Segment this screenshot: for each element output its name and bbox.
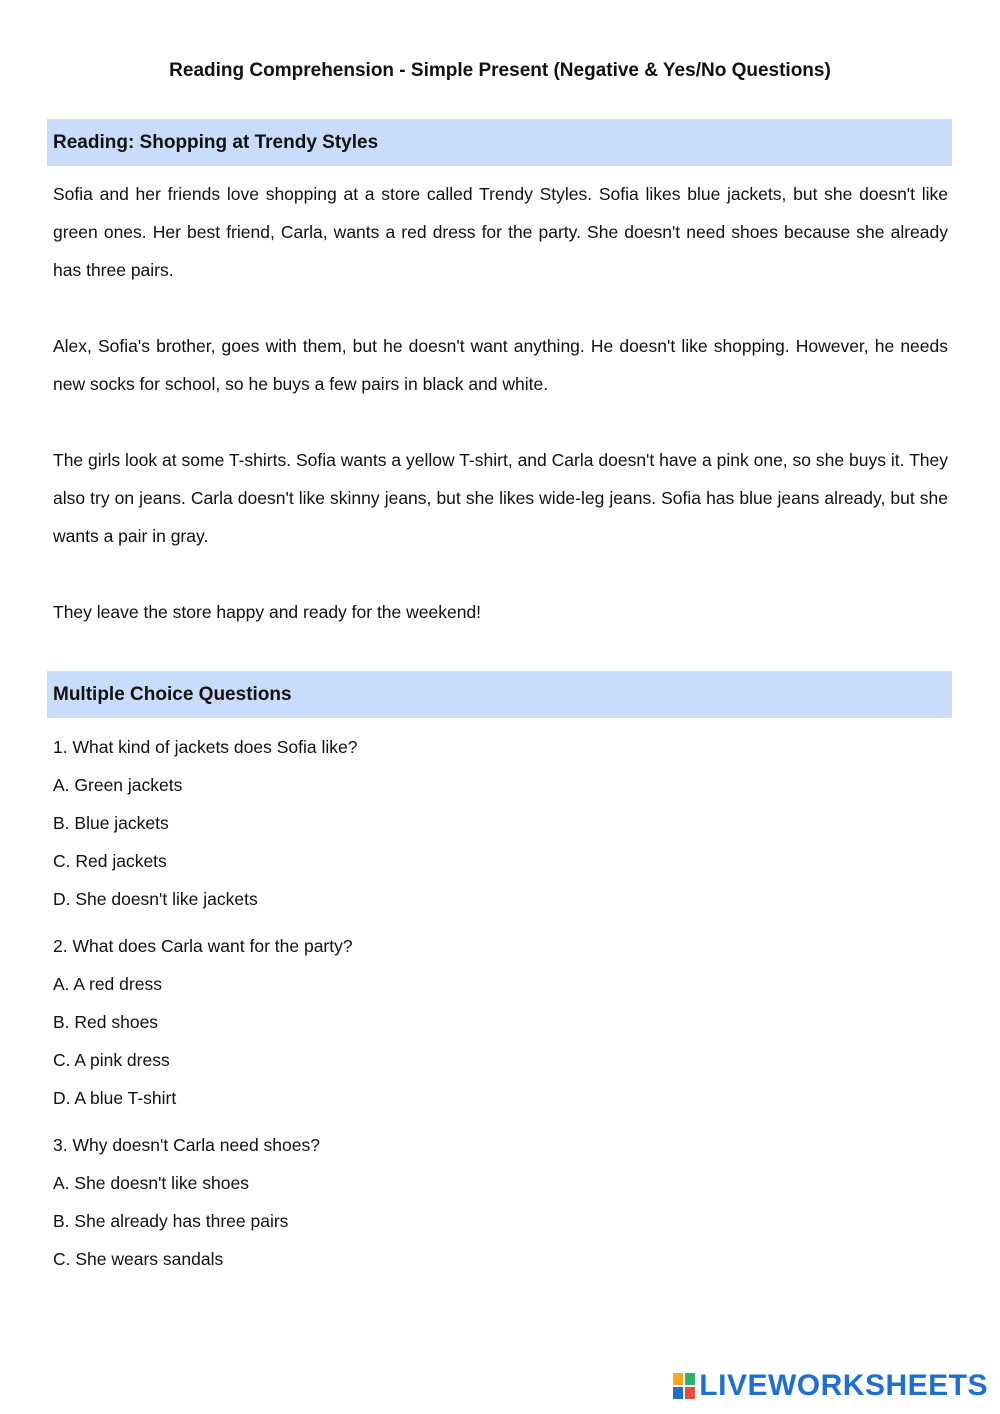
answer-option-a[interactable]: A. A red dress bbox=[53, 974, 162, 994]
liveworksheets-logo[interactable] bbox=[673, 1366, 988, 1406]
question-1 bbox=[53, 728, 948, 918]
answer-option-d[interactable]: D. A blue T-shirt bbox=[53, 1088, 177, 1108]
question-3 bbox=[53, 1126, 948, 1278]
page-title: Reading Comprehension - Simple Present (Negative & Yes/No Questions) bbox=[169, 60, 831, 81]
question-text: 3. Why doesn't Carla need shoes? bbox=[53, 1135, 320, 1155]
question-2 bbox=[53, 927, 948, 1117]
answer-option-a[interactable]: A. Green jackets bbox=[53, 775, 183, 795]
question-list bbox=[53, 728, 948, 1287]
answer-option-c[interactable]: C. A pink dress bbox=[53, 1050, 170, 1070]
reading-paragraph: The girls look at some T-shirts. Sofia wants a yellow T-shirt, and Carla doesn't have a pink one, so she buys it. They also try on jeans. Carla doesn't like skinny jeans, but she likes wide-leg jeans. Sofia has blue jeans already, but she wants a pair in gray. bbox=[53, 450, 948, 546]
answer-option-c[interactable]: C. Red jackets bbox=[53, 851, 167, 871]
answer-option-b[interactable]: B. Blue jackets bbox=[53, 813, 169, 833]
question-text: 1. What kind of jackets does Sofia like? bbox=[53, 737, 358, 757]
logo-wordmark: LIVEWORKSHEETS bbox=[699, 1369, 988, 1402]
reading-paragraph: Alex, Sofia's brother, goes with them, but he doesn't want anything. He doesn't like shopping. However, he needs new socks for school, so he buys a few pairs in black and white. bbox=[53, 336, 948, 394]
answer-option-c[interactable]: C. She wears sandals bbox=[53, 1249, 224, 1269]
question-text: 2. What does Carla want for the party? bbox=[53, 936, 353, 956]
liveworksheets-logo-icon bbox=[673, 1373, 695, 1399]
answer-option-b[interactable]: B. She already has three pairs bbox=[53, 1211, 289, 1231]
reading-paragraph: They leave the store happy and ready for the weekend! bbox=[53, 602, 482, 622]
reading-passage bbox=[53, 175, 948, 631]
answer-option-b[interactable]: B. Red shoes bbox=[53, 1012, 159, 1032]
answer-option-d[interactable]: D. She doesn't like jackets bbox=[53, 889, 258, 909]
answer-option-a[interactable]: A. She doesn't like shoes bbox=[53, 1173, 249, 1193]
mcq-section-heading: Multiple Choice Questions bbox=[47, 671, 952, 718]
reading-paragraph: Sofia and her friends love shopping at a store called Trendy Styles. Sofia likes blue jackets, but she doesn't like green ones. Her best friend, Carla, wants a red dress for the party. She doesn't need shoes because she already has three pairs. bbox=[53, 184, 948, 280]
reading-section-heading: Reading: Shopping at Trendy Styles bbox=[47, 119, 952, 166]
